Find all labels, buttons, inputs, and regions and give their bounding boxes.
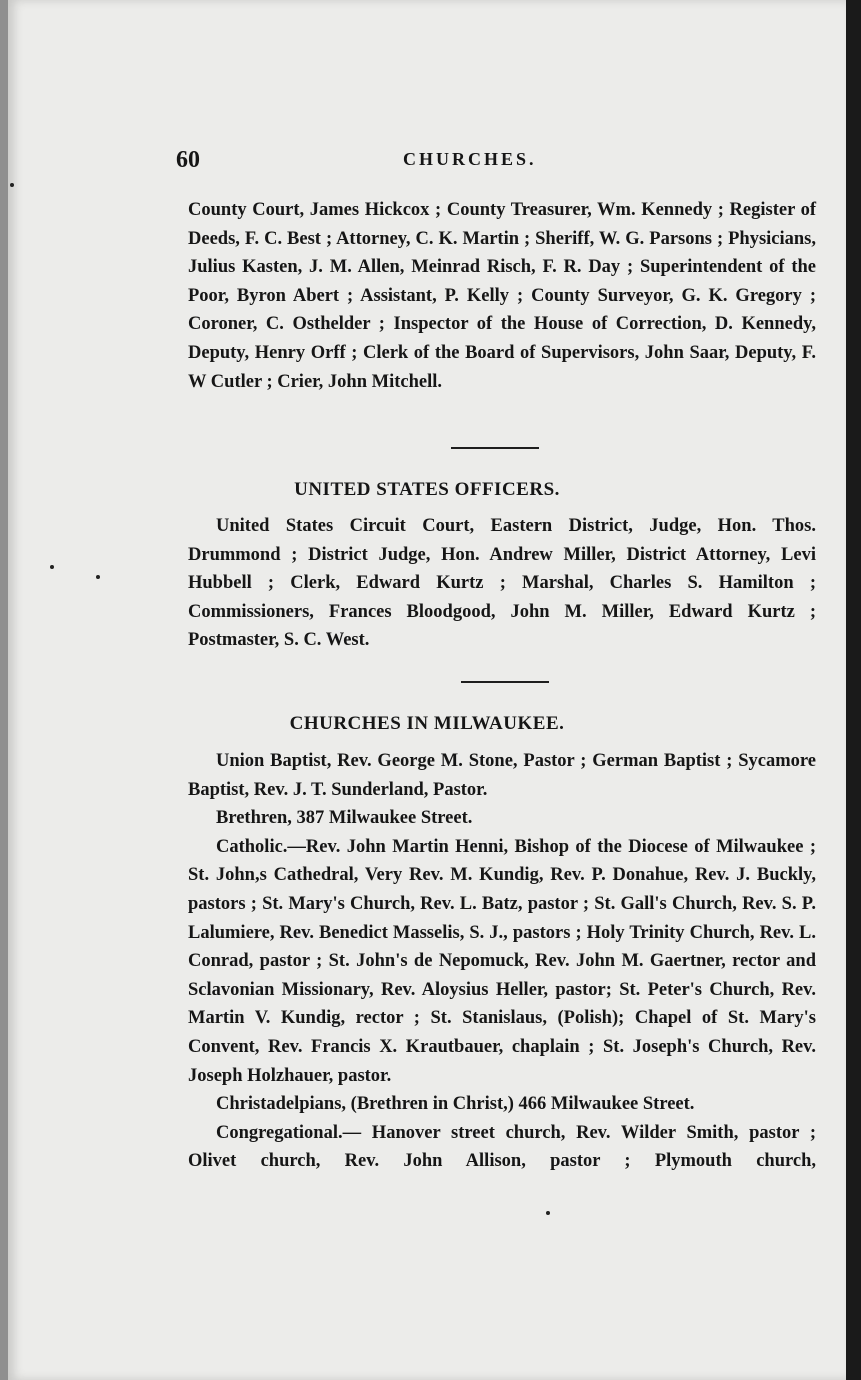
us-officers-text: United States Circuit Court, Eastern District, Judge, Hon. Thos. Drummond ; District Judge, Hon. Andrew Miller, District Attorney, Levi Hubbell ; Clerk, Edward Kurtz ; Marshal, Charles S. Hamilton ; Commissioners, Frances Bloodgood, John M. Miller, Edward Kurtz ; Postmaster, S. C. West. xyxy=(188,516,816,651)
speck xyxy=(96,575,100,579)
page-header xyxy=(8,143,846,183)
church-entry: Brethren, 387 Milwaukee Street. xyxy=(216,808,473,829)
church-entry: Congregational.— Hanover street church, Rev. Wilder Smith, pastor ; Olivet church, Rev. John Allison, pastor ; Plymouth church, xyxy=(188,1122,816,1172)
section-divider xyxy=(451,447,539,449)
churches-section xyxy=(188,747,816,1176)
church-entry: Union Baptist, Rev. George M. Stone, Pastor ; German Baptist ; Sycamore Baptist, Rev. J. T. Sunderland, Pastor. xyxy=(188,751,816,800)
speck xyxy=(10,183,14,187)
church-entry: Catholic.—Rev. John Martin Henni, Bishop of the Diocese of Milwaukee ; St. John,s Cathedral, Very Rev. M. Kundig, Rev. P. Donahue, Rev. J. Buckly, pastors ; St. Mary's Church, Rev. L. Batz, pastor ; St. Gall's Church, Rev. S. P. Lalumiere, Rev. Benedict Masselis, S. J., pastors ; Holy Trinity Church, Rev. L. Conrad, pastor ; St. John's de Nepomuck, Rev. John M. Gaertner, rector and Sclavonian Missionary, Rev. Aloysius Heller, pastor; St. Peter's Church, Rev. Martin V. Kundig, rector ; St. Stanislaus, (Polish); Chapel of St. Mary's Convent, Rev. Francis X. Krautbauer, chaplain ; St. Joseph's Church, Rev. Joseph Holzhauer, pastor. xyxy=(188,836,816,1086)
county-officers-text: County Court, James Hickcox ; County Treasurer, Wm. Kennedy ; Register of Deeds, F. C. Best ; Attorney, C. K. Martin ; Sheriff, W. G. Parsons ; Physicians, Julius Kasten, J. M. Allen, Meinrad Risch, F. R. Day ; Superintendent of the Poor, Byron Abert ; Assistant, P. Kelly ; County Surveyor, G. K. Gregory ; Coroner, C. Osthelder ; Inspector of the House of Correction, D. Kennedy, Deputy, Henry Orff ; Clerk of the Board of Supervisors, John Saar, Deputy, F. W Cutler ; Crier, John Mitchell. xyxy=(188,200,816,392)
church-entry: Christadelpians, (Brethren in Christ,) 466 Milwaukee Street. xyxy=(216,1094,695,1115)
section-divider xyxy=(461,681,549,683)
speck xyxy=(546,1211,550,1215)
book-page xyxy=(8,0,846,1380)
speck xyxy=(50,565,54,569)
us-officers-heading: UNITED STATES OFFICERS. xyxy=(294,479,560,500)
page-number: 60 xyxy=(176,147,200,173)
churches-heading: CHURCHES IN MILWAUKEE. xyxy=(289,713,565,734)
us-officers-section xyxy=(188,512,816,655)
page-edge-shadow xyxy=(846,0,861,1380)
county-officers-section xyxy=(188,196,816,396)
running-head: CHURCHES. xyxy=(403,149,537,169)
